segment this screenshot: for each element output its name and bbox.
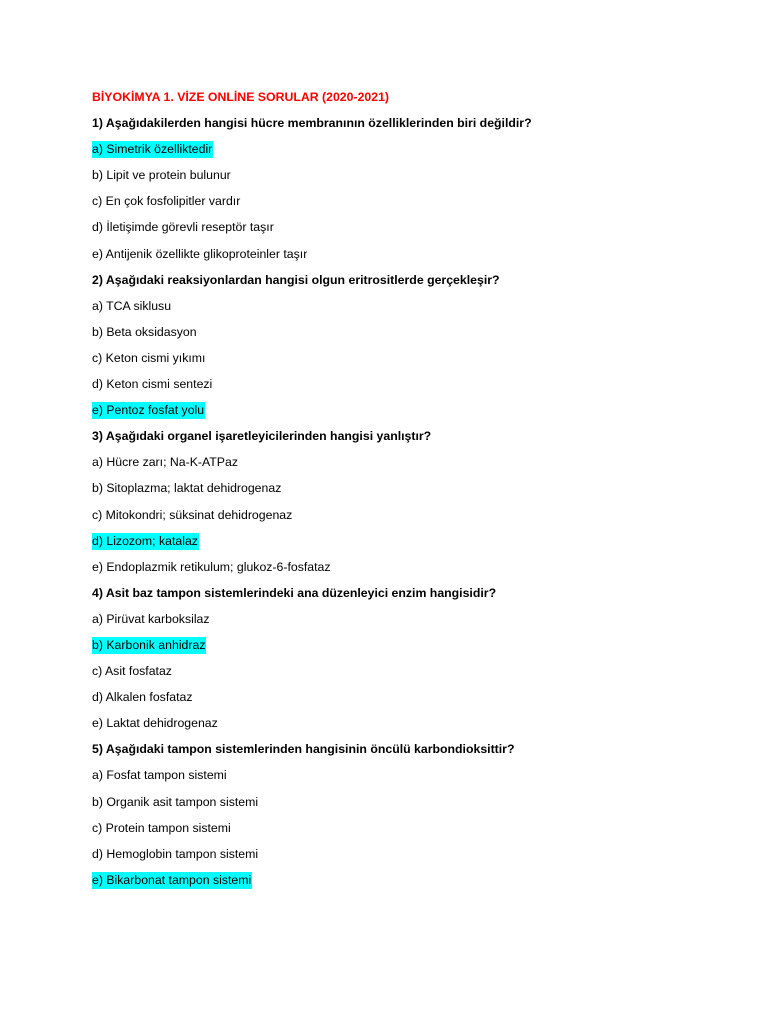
question-2-option-a: a) TCA siklusu — [92, 298, 172, 313]
question-2-option-c: c) Keton cismi yıkımı — [92, 350, 206, 365]
question-1-option-e: e) Antijenik özellikte glikoproteinler taşır — [92, 246, 308, 261]
highlighted-answer: e) Bikarbonat tampon sistemi — [92, 872, 252, 887]
question-5-option-c: c) Protein tampon sistemi — [92, 820, 231, 835]
question-5-option-e — [92, 867, 712, 893]
question-1-prompt: 1) Aşağıdakilerden hangisi hücre membranının özelliklerinden biri değildir? — [92, 116, 532, 131]
highlighted-answer: a) Simetrik özelliktedir — [92, 142, 213, 157]
question-5-prompt: 5) Aşağıdaki tampon sistemlerinden hangisinin öncülü karbondioksittir? — [92, 742, 515, 757]
question-1-option-b: b) Lipit ve protein bulunur — [92, 168, 231, 183]
question-5-option-d: d) Hemoglobin tampon sistemi — [92, 846, 259, 861]
highlighted-answer: d) Lizozom; katalaz — [92, 533, 198, 548]
question-3-option-a: a) Hücre zarı; Na-K-ATPaz — [92, 455, 239, 470]
question-4-option-e: e) Laktat dehidrogenaz — [92, 716, 218, 731]
question-5-option-b: b) Organik asit tampon sistemi — [92, 794, 259, 809]
question-3-option-d — [92, 528, 712, 554]
question-2-option-e — [92, 397, 712, 423]
question-4-option-d: d) Alkalen fosfataz — [92, 690, 193, 705]
highlighted-answer: e) Pentoz fosfat yolu — [92, 403, 205, 418]
question-1-option-c: c) En çok fosfolipitler vardır — [92, 194, 241, 209]
question-4-option-a: a) Pirüvat karboksilaz — [92, 611, 210, 626]
question-2-option-b: b) Beta oksidasyon — [92, 324, 197, 339]
highlighted-answer: b) Karbonik anhidraz — [92, 637, 206, 652]
document-title — [92, 84, 712, 110]
question-4-option-c: c) Asit fosfataz — [92, 664, 172, 679]
question-4-prompt: 4) Asit baz tampon sistemlerindeki ana düzenleyici enzim hangisidir? — [92, 585, 497, 600]
question-4-option-b — [92, 632, 712, 658]
question-2-prompt: 2) Aşağıdaki reaksiyonlardan hangisi olgun eritrositlerde gerçekleşir? — [92, 272, 500, 287]
question-3-option-b: b) Sitoplazma; laktat dehidrogenaz — [92, 481, 282, 496]
question-3-prompt: 3) Aşağıdaki organel işaretleyicilerinden hangisi yanlıştır? — [92, 429, 432, 444]
question-3-option-c: c) Mitokondri; süksinat dehidrogenaz — [92, 507, 293, 522]
question-3-option-e: e) Endoplazmik retikulum; glukoz-6-fosfataz — [92, 559, 331, 574]
question-5-option-a: a) Fosfat tampon sistemi — [92, 768, 227, 783]
document-page — [92, 84, 712, 893]
question-1-option-d: d) İletişimde görevli reseptör taşır — [92, 220, 274, 235]
question-1-option-a — [92, 136, 712, 162]
question-2-option-d: d) Keton cismi sentezi — [92, 377, 213, 392]
document-title-text: BİYOKİMYA 1. VİZE ONLİNE SORULAR (2020-2021) — [92, 90, 390, 104]
